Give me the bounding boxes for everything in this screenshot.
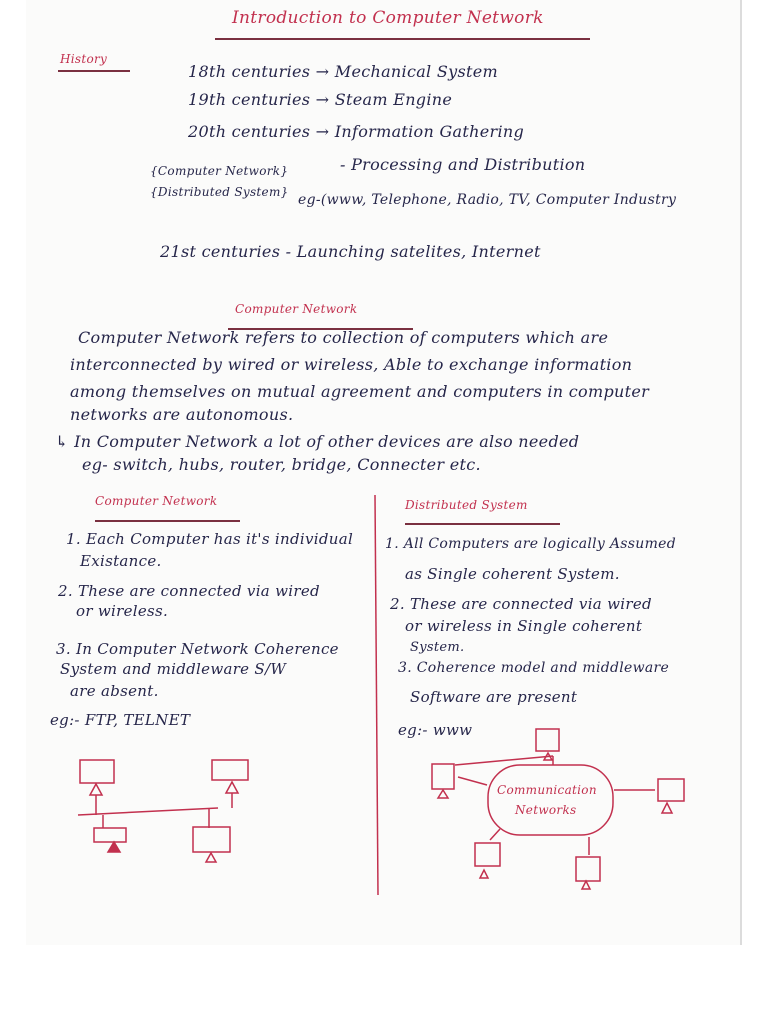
right-line: System.	[410, 640, 465, 655]
right-example: eg:- www	[398, 721, 473, 739]
right-line: 1. All Computers are logically Assumed	[385, 536, 676, 552]
page-title: Introduction to Computer Network	[232, 8, 544, 28]
left-line: 2. These are connected via wired	[58, 582, 320, 600]
history-line: eg-(www, Telephone, Radio, TV, Computer Industry	[298, 192, 677, 208]
history-line: 19th centuries → Steam Engine	[188, 90, 453, 109]
history-line: - Processing and Distribution	[340, 155, 586, 174]
left-line: System and middleware S/W	[60, 660, 287, 678]
diagram-label: Communication	[497, 783, 597, 797]
left-line: Existance.	[80, 552, 162, 570]
note-line: ↳ In Computer Network a lot of other devices are also needed	[55, 432, 580, 451]
history-line: 21st centuries - Launching satelites, Internet	[160, 242, 541, 261]
left-line: or wireless.	[76, 602, 169, 620]
right-line: 2. These are connected via wired	[390, 595, 652, 613]
right-line: or wireless in Single coherent	[405, 617, 643, 635]
left-example: eg:- FTP, TELNET	[50, 711, 191, 729]
right-line: Software are present	[410, 688, 578, 706]
right-heading: Distributed System	[405, 498, 528, 512]
right-line: 3. Coherence model and middleware	[398, 660, 670, 676]
diagram-label: Networks	[515, 803, 577, 817]
left-line: 3. In Computer Network Coherence	[56, 640, 339, 658]
left-line: 1. Each Computer has it's individual	[66, 530, 354, 548]
bus-network-diagram	[78, 760, 248, 862]
section-heading: Computer Network	[235, 302, 358, 316]
left-line: are absent.	[70, 682, 159, 700]
note-eg: eg- switch, hubs, router, bridge, Connecter etc.	[82, 455, 481, 474]
right-line: as Single coherent System.	[405, 565, 620, 583]
paragraph-line: among themselves on mutual agreement and computers in computer	[70, 382, 650, 401]
paragraph-line: networks are autonomous.	[70, 405, 294, 424]
history-line: 20th centuries → Information Gathering	[188, 122, 525, 141]
history-line: 18th centuries → Mechanical System	[188, 62, 498, 81]
bracket-item: {Distributed System}	[150, 185, 289, 199]
bracket-item: {Computer Network}	[150, 164, 289, 178]
paragraph-line: Computer Network refers to collection of computers which are	[78, 328, 609, 347]
left-heading: Computer Network	[95, 494, 218, 508]
column-divider	[375, 495, 378, 895]
paragraph-line: interconnected by wired or wireless, Able to exchange information	[70, 355, 633, 374]
history-label: History	[60, 52, 108, 66]
